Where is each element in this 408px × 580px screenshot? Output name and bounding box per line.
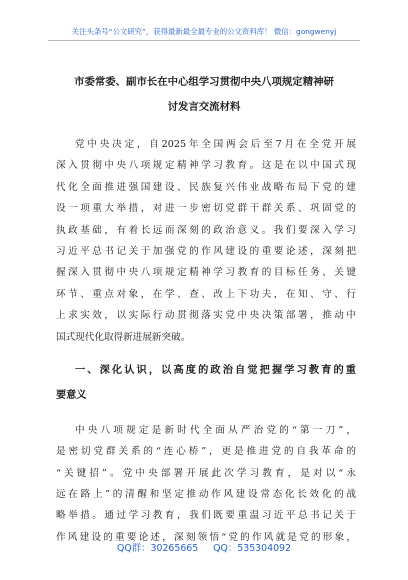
title-line: 市委常委、副市长在中心组学习贯彻中央八项规定精神研 bbox=[74, 76, 334, 88]
text-line: 代化全面推进强国建设、民族复兴伟业战略布局下党的建 bbox=[56, 181, 356, 193]
heading-line: 要意义 bbox=[56, 389, 87, 401]
text-line: 中央八项规定是新时代全面从严治党的“第一刀”， bbox=[75, 424, 356, 436]
header-divider bbox=[48, 40, 360, 41]
title-line: 讨发言交流材料 bbox=[167, 101, 241, 113]
text-line: 作风建设的重要论述，深刻领悟“党的作风就是党的形象， bbox=[56, 531, 356, 543]
text-line: 握深入贯彻中央八项规定精神学习教育的目标任务、关键 bbox=[56, 267, 356, 279]
text-line: 环节、重点对象，在学、查、改上下功夫，在知、守、行 bbox=[56, 288, 356, 300]
text-line: 是密切党群关系的“连心桥”，更是推进党的自我革命的 bbox=[56, 446, 356, 458]
paragraph-intro bbox=[56, 134, 356, 348]
footer-contact: QQ群：30265665 QQ：535304092 bbox=[117, 543, 291, 554]
text-line: 党中央决定，自2025年全国两会后至7月在全党开展 bbox=[75, 139, 356, 150]
header-note: 关注头条号“公文研究”，获得最新最全最专业的公文资料库！ 微信：gongwenyj bbox=[71, 27, 337, 36]
text-line: 设一项重大举措，对进一步密切党群干群关系、巩固党的 bbox=[56, 203, 356, 215]
section-heading bbox=[56, 358, 356, 408]
text-line: 远在路上”的清醒和坚定推动作风建设常态化长效化的战 bbox=[56, 489, 356, 501]
text-line: 国式现代化取得新进展新突破。 bbox=[56, 331, 191, 343]
text-line: 略举措。通过学习教育，我们既要重温习近平总书记关于 bbox=[56, 510, 356, 522]
text-line: “关键招”。党中央部署开展此次学习教育，是对以“永 bbox=[56, 467, 356, 479]
document-body bbox=[56, 134, 356, 548]
document-title bbox=[40, 70, 368, 120]
text-line: 执政基础，有着长远而深刻的政治意义。我们要深入学习 bbox=[56, 224, 356, 236]
text-line: 深入贯彻中央八项规定精神学习教育。这是在以中国式现 bbox=[56, 160, 356, 172]
text-line: 习近平总书记关于加强党的作风建设的重要论述，深刻把 bbox=[56, 245, 356, 257]
text-line: 上求实效，以实际行动贯彻落实党中央决策部署，推动中 bbox=[56, 310, 356, 322]
paragraph-section-one bbox=[56, 420, 356, 548]
heading-line: 一、深化认识，以高度的政治自觉把握学习教育的重 bbox=[75, 364, 356, 376]
